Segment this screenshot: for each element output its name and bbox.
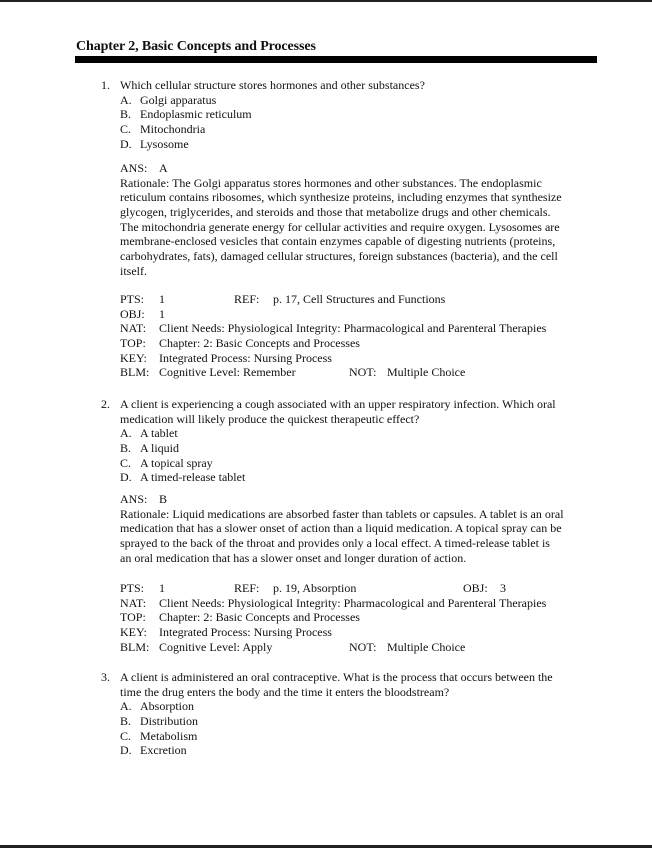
option-d xyxy=(101,743,601,758)
option-text: A liquid xyxy=(140,441,180,456)
not-label: NOT: xyxy=(349,365,377,380)
answer-line xyxy=(120,161,600,176)
option-b xyxy=(101,441,601,456)
option-letter: D. xyxy=(120,136,132,151)
blm-label: BLM: xyxy=(120,365,150,380)
meta-top xyxy=(120,336,600,351)
nat-label: NAT: xyxy=(120,321,147,336)
option-letter: D. xyxy=(120,743,132,758)
question-number: 2. xyxy=(101,397,110,411)
option-text: Endoplasmic reticulum xyxy=(140,107,252,122)
pts-label: PTS: xyxy=(120,292,145,306)
option-text: A tablet xyxy=(140,426,178,441)
top-value: Chapter: 2: Basic Concepts and Processes xyxy=(159,336,360,351)
option-letter: B. xyxy=(120,714,132,729)
key-label: KEY: xyxy=(120,625,147,640)
question-stem-line: medication will likely produce the quickest therapeutic effect? xyxy=(120,411,420,426)
option-text: Distribution xyxy=(140,714,199,729)
pts-label: PTS: xyxy=(120,581,145,595)
option-text: A topical spray xyxy=(140,455,213,470)
question-number: 3. xyxy=(101,670,110,684)
title-underline-bar xyxy=(75,56,597,63)
chapter-title: Chapter 2, Basic Concepts and Processes xyxy=(76,39,316,54)
option-letter: B. xyxy=(120,441,132,456)
option-a xyxy=(101,426,601,441)
rationale-line: The mitochondria generate energy for cellular activities and require oxygen. Lysosomes are xyxy=(120,219,560,234)
option-letter: D. xyxy=(120,470,132,485)
meta-top xyxy=(120,610,600,625)
option-letter: A. xyxy=(120,699,132,714)
option-c xyxy=(101,122,601,137)
option-text: A timed-release tablet xyxy=(140,470,246,485)
question-stem-line: A client is experiencing a cough associated with an upper respiratory infection. Which oral xyxy=(120,397,556,411)
option-text: Excretion xyxy=(140,743,187,758)
meta-nat xyxy=(120,596,600,611)
meta-blm-not xyxy=(120,640,600,655)
rationale-line: an oral medication that has a slower onset and longer duration of action. xyxy=(120,550,467,565)
meta-obj xyxy=(120,307,600,322)
option-a xyxy=(101,93,601,108)
option-d xyxy=(101,470,601,485)
blm-value: Cognitive Level: Apply xyxy=(159,639,273,654)
question-stem-line: Which cellular structure stores hormones and other substances? xyxy=(120,78,425,92)
meta-pts-ref-obj xyxy=(120,581,600,596)
rationale-line: itself. xyxy=(120,263,147,278)
question-number: 1. xyxy=(101,78,110,92)
question-stem-continued xyxy=(101,412,601,427)
option-c xyxy=(101,456,601,471)
option-text: Absorption xyxy=(140,699,194,714)
question-stem xyxy=(101,397,601,412)
option-letter: C. xyxy=(120,122,132,137)
not-value: Multiple Choice xyxy=(387,365,466,380)
nat-value: Client Needs: Physiological Integrity: Pharmacological and Parenteral Therapies xyxy=(159,595,547,610)
pts-value: 1 xyxy=(159,581,165,595)
not-value: Multiple Choice xyxy=(387,639,466,654)
option-text: Mitochondria xyxy=(140,122,206,137)
option-text: Metabolism xyxy=(140,728,198,743)
rationale-line: sprayed to the back of the throat and provides only a local effect. A timed-release tablet is xyxy=(120,536,550,551)
top-value: Chapter: 2: Basic Concepts and Processes xyxy=(159,610,360,625)
question-stem xyxy=(101,670,601,685)
option-letter: C. xyxy=(120,455,132,470)
meta-pts-ref xyxy=(120,292,600,307)
top-label: TOP: xyxy=(120,336,146,351)
obj-value: 3 xyxy=(500,581,506,595)
answer-label: ANS: xyxy=(120,161,148,175)
option-b xyxy=(101,714,601,729)
rationale-line: Rationale: Liquid medications are absorbed faster than tablets or capsules. A tablet is an oral xyxy=(120,506,564,521)
key-value: Integrated Process: Nursing Process xyxy=(159,625,332,640)
meta-key xyxy=(120,351,600,366)
metadata-1 xyxy=(120,292,600,380)
nat-label: NAT: xyxy=(120,595,147,610)
obj-value: 1 xyxy=(159,306,165,321)
page-top-border xyxy=(0,0,652,2)
answer-rationale-2 xyxy=(120,492,600,565)
ref-value: p. 19, Absorption xyxy=(273,581,357,595)
rationale-line: Rationale: The Golgi apparatus stores hormones and other substances. The endoplasmic xyxy=(120,175,542,190)
answer-value: A xyxy=(159,161,168,175)
key-label: KEY: xyxy=(120,350,147,365)
option-c xyxy=(101,729,601,744)
meta-blm-not xyxy=(120,365,600,380)
option-letter: A. xyxy=(120,426,132,441)
answer-rationale-1 xyxy=(120,161,600,279)
option-b xyxy=(101,107,601,122)
question-2 xyxy=(101,397,601,485)
option-a xyxy=(101,699,601,714)
question-stem-line: A client is administered an oral contraceptive. What is the process that occurs between the xyxy=(120,670,553,684)
rationale-line: carbohydrates, fats), damaged cellular structures, foreign substances (bacteria), and the cell xyxy=(120,249,558,264)
blm-label: BLM: xyxy=(120,639,150,654)
blm-value: Cognitive Level: Remember xyxy=(159,365,296,380)
obj-label: OBJ: xyxy=(463,581,488,595)
option-text: Lysosome xyxy=(140,136,189,151)
not-label: NOT: xyxy=(349,639,377,654)
meta-nat xyxy=(120,321,600,336)
option-text: Golgi apparatus xyxy=(140,92,217,107)
rationale-line: membrane-enclosed vesicles that contain enzymes capable of digesting nutrients (proteins, xyxy=(120,234,556,249)
option-d xyxy=(101,137,601,152)
ref-label: REF: xyxy=(234,581,260,595)
question-1 xyxy=(101,78,601,151)
answer-label: ANS: xyxy=(120,492,148,506)
answer-value: B xyxy=(159,492,168,506)
question-3 xyxy=(101,670,601,758)
question-stem-continued xyxy=(101,685,601,700)
rationale-line: glycogen, triglycerides, and steroids and those that metabolize drugs and other chemicals. xyxy=(120,205,551,220)
option-letter: A. xyxy=(120,92,132,107)
answer-line xyxy=(120,492,600,507)
rationale-line: reticulum contains ribosomes, which synthesize proteins, including enzymes that synthesize xyxy=(120,190,562,205)
pts-value: 1 xyxy=(159,292,165,306)
metadata-2 xyxy=(120,581,600,654)
obj-label: OBJ: xyxy=(120,306,145,321)
top-label: TOP: xyxy=(120,610,146,625)
ref-value: p. 17, Cell Structures and Functions xyxy=(273,292,446,306)
ref-label: REF: xyxy=(234,292,260,306)
option-letter: B. xyxy=(120,107,132,122)
question-stem xyxy=(101,78,601,93)
meta-key xyxy=(120,625,600,640)
rationale-line: medication that has a slower onset of action than a liquid medication. A topical spray can be xyxy=(120,521,562,536)
question-stem-line: time the drug enters the body and the time it enters the bloodstream? xyxy=(120,684,450,699)
key-value: Integrated Process: Nursing Process xyxy=(159,350,332,365)
nat-value: Client Needs: Physiological Integrity: Pharmacological and Parenteral Therapies xyxy=(159,321,547,336)
option-letter: C. xyxy=(120,728,132,743)
